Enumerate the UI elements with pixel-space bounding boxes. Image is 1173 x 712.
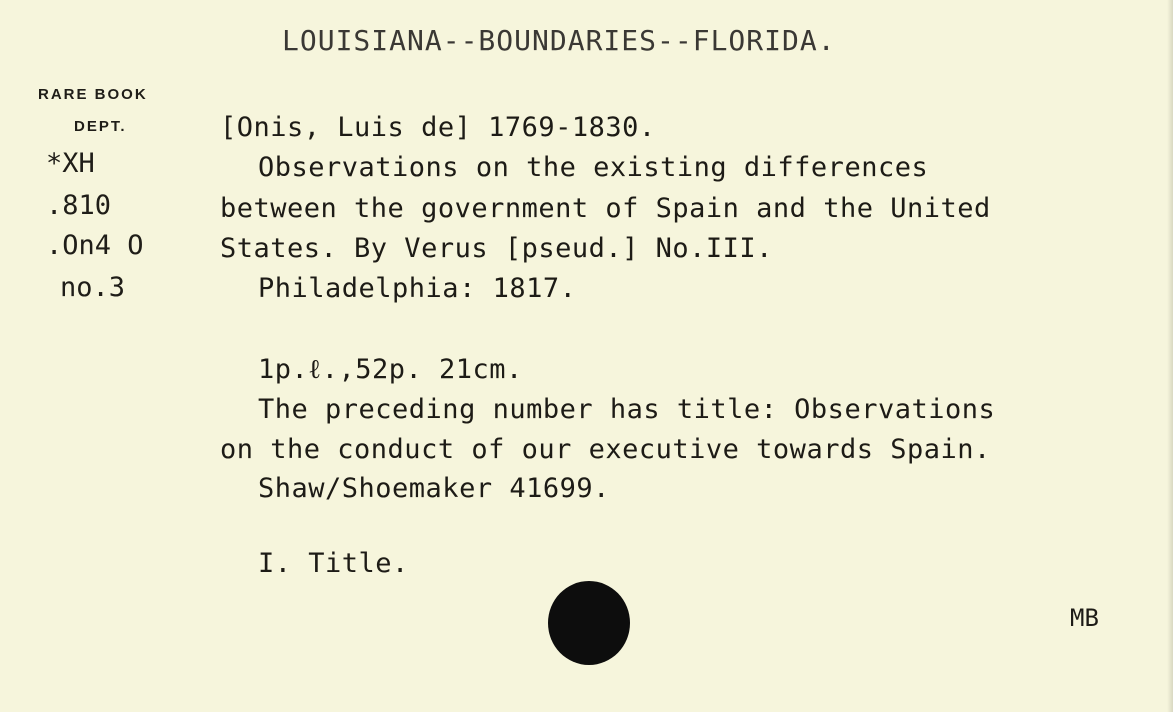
note-line: on the conduct of our executive towards Spain. [220, 434, 991, 465]
subject-heading: LOUISIANA--BOUNDARIES--FLORIDA. [282, 24, 836, 57]
reference-line: Shaw/Shoemaker 41699. [258, 473, 610, 504]
author-line: [Onis, Luis de] 1769-1830. [220, 112, 656, 143]
collation-line: 1p.ℓ.,52p. 21cm. [258, 354, 523, 385]
punch-hole [548, 581, 630, 665]
tracing-line: I. Title. [258, 548, 409, 579]
call-number-line1: *XH [46, 148, 95, 179]
location-stamp-line1: RARE BOOK [38, 86, 148, 103]
title-line: Observations on the existing differences [258, 152, 929, 183]
call-number-line3: .On4 O [46, 230, 144, 261]
location-stamp-line2: DEPT. [74, 118, 127, 135]
call-number-line2: .810 [46, 190, 112, 221]
imprint-line: Philadelphia: 1817. [258, 273, 577, 304]
title-line: between the government of Spain and the United [220, 193, 991, 224]
call-number-line4: no.3 [60, 272, 126, 303]
cataloger-initials: MB [1070, 604, 1099, 632]
title-line: States. By Verus [pseud.] No.III. [220, 233, 773, 264]
note-line: The preceding number has title: Observations [258, 394, 996, 425]
card-edge-shadow [1167, 0, 1173, 712]
